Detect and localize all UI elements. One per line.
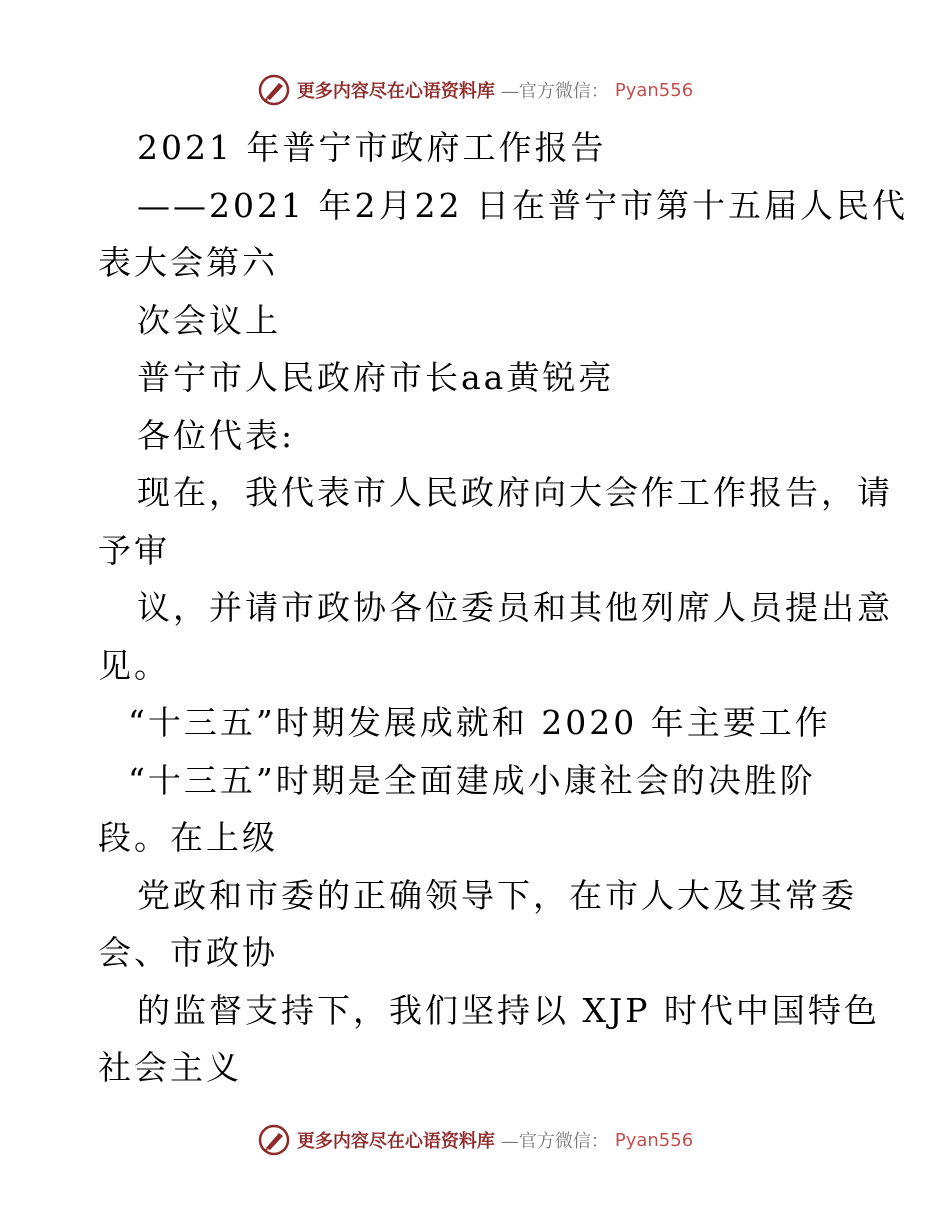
doc-line: “十三五”时期是全面建成小康社会的决胜阶 <box>128 760 816 800</box>
watermark-separator: —官方微信： <box>500 81 609 102</box>
doc-line: 次会议上 <box>137 300 281 340</box>
doc-line: 议，并请市政协各位委员和其他列席人员提出意 <box>137 588 893 627</box>
document-body <box>0 119 950 1097</box>
doc-line: “十三五”时期发展成就和 2020 年主要工作 <box>128 703 831 742</box>
header-watermark <box>0 70 950 110</box>
doc-line: ——2021 年2月22 日在普宁市第十五届人民代 <box>137 185 908 225</box>
watermark-main-text: 更多内容尽在心语资料库 <box>296 1131 495 1152</box>
pen-logo-icon <box>257 1123 291 1157</box>
watermark-account: Pyan556 <box>614 79 694 101</box>
doc-line: 2021 年普宁市政府工作报告 <box>137 128 607 167</box>
doc-line: 社会主义 <box>98 1048 242 1087</box>
pen-logo-icon <box>257 73 291 107</box>
doc-line: 段。在上级 <box>98 818 278 857</box>
doc-line: 普宁市人民政府市长aa黄锐亮 <box>137 358 615 397</box>
watermark-main-text: 更多内容尽在心语资料库 <box>296 81 495 102</box>
doc-line: 现在，我代表市人民政府向大会作工作报告，请 <box>137 473 893 512</box>
doc-line: 各位代表: <box>137 415 296 455</box>
doc-line: 的监督支持下，我们坚持以 XJP 时代中国特色 <box>137 990 880 1030</box>
doc-line: 表大会第六 <box>98 243 278 282</box>
watermark-separator: —官方微信： <box>500 1131 609 1152</box>
footer-watermark <box>0 1120 950 1160</box>
doc-line: 见。 <box>98 645 170 685</box>
watermark-account: Pyan556 <box>614 1129 694 1151</box>
doc-line: 党政和市委的正确领导下，在市人大及其常委 <box>137 875 857 915</box>
doc-line: 予审 <box>98 530 170 570</box>
doc-line: 会、市政协 <box>98 933 278 972</box>
